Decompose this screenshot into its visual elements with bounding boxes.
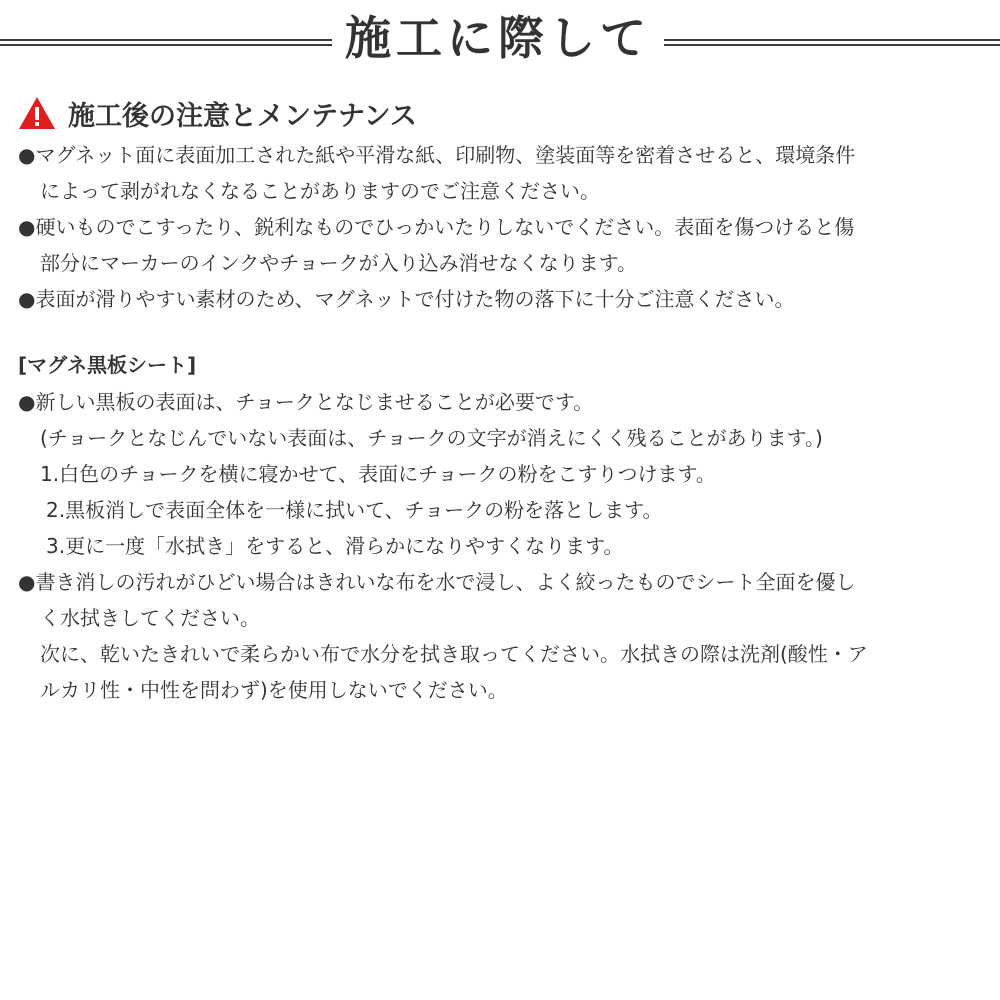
maintenance-heading — [18, 93, 417, 133]
blackboard-sheet-notes — [18, 384, 868, 708]
maintenance-note-line: ●マグネット面に表面加工された紙や平滑な紙、印刷物、塗装面等を密着させると、環境条件 — [18, 143, 856, 167]
maintenance-notes — [18, 137, 855, 317]
blackboard-step-line: 1.白色のチョークを横に寝かせて、表面にチョークの粉をこすりつけます。 — [40, 462, 716, 486]
blackboard-note-line: 次に、乾いたきれいで柔らかい布で水分を拭き取ってください。水拭きの際は洗剤(酸性・ア — [40, 642, 868, 666]
maintenance-note-line: 部分にマーカーのインクやチョークが入り込み消せなくなります。 — [40, 251, 637, 275]
blackboard-note-line: (チョークとなじんでいない表面は、チョークの文字が消えにくく残ることがあります。) — [40, 426, 823, 450]
blackboard-sheet-heading: [マグネ黒板シート] — [18, 353, 197, 377]
maintenance-note-line: ●表面が滑りやすい素材のため、マグネットで付けた物の落下に十分ご注意ください。 — [18, 287, 795, 311]
maintenance-note-line: によって剥がれなくなることがありますのでご注意ください。 — [40, 179, 600, 203]
blackboard-step-line: 2.黒板消しで表面全体を一様に拭いて、チョークの粉を落とします。 — [46, 498, 663, 522]
title-row — [0, 6, 1000, 70]
title-rule-left — [0, 39, 332, 46]
blackboard-note-line: く水拭きしてください。 — [40, 606, 260, 630]
maintenance-note-line: ●硬いものでこすったり、鋭利なものでひっかいたりしないでください。表面を傷つけると傷 — [18, 215, 855, 239]
blackboard-note-line: ●新しい黒板の表面は、チョークとなじませることが必要です。 — [18, 390, 594, 414]
blackboard-note-line: ルカリ性・中性を問わず)を使用しないでください。 — [40, 678, 508, 702]
blackboard-note-line: ●書き消しの汚れがひどい場合はきれいな布を水で浸し、よく絞ったものでシート全面を優し — [18, 570, 856, 594]
warning-triangle-icon — [18, 96, 56, 130]
maintenance-heading-text: 施工後の注意とメンテナンス — [68, 100, 417, 132]
title-rule-right — [664, 39, 1000, 46]
blackboard-step-line: 3.更に一度「水拭き」をすると、滑らかになりやすくなります。 — [46, 534, 624, 558]
page-title: 施工に際して — [345, 11, 651, 65]
